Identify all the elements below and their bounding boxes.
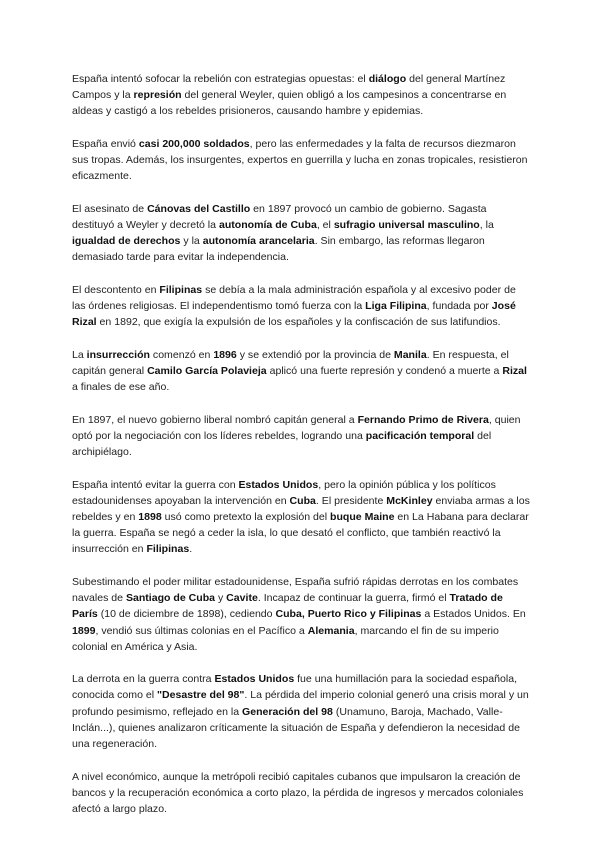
bold-text: Generación del 98 [242, 705, 333, 718]
text-run: España intentó evitar la guerra con [72, 478, 239, 491]
text-run: aplicó una fuerte represión y condenó a muerte a [266, 365, 503, 378]
bold-text: Liga Filipina [365, 300, 427, 313]
bold-text: Cavite [226, 592, 258, 605]
text-run: El asesinato de [72, 202, 148, 215]
paragraph-5 [72, 347, 530, 396]
text-run: y se extendió por la provincia de [236, 348, 394, 361]
bold-text: sufragio universal masculino [333, 219, 480, 232]
bold-text: Filipinas [146, 543, 190, 556]
text-run: a finales de ese año. [72, 381, 170, 394]
text-run: a Estados Unidos. En [421, 608, 526, 621]
bold-text: Filipinas [159, 283, 203, 296]
paragraph-2 [72, 136, 530, 185]
text-run: fue una humillación para la sociedad española, conocida como el [72, 673, 517, 702]
paragraph-4 [72, 282, 530, 331]
text-run: , fundada por [426, 300, 492, 313]
paragraph-3 [72, 201, 530, 266]
bold-text: insurrección [86, 348, 150, 361]
text-run: España envió [72, 137, 139, 150]
bold-text: 1899 [72, 624, 96, 637]
text-run: en 1892, que exigía la expulsión de los españoles y la confiscación de sus latifundios. [96, 316, 501, 329]
text-run: La [72, 348, 87, 361]
paragraph-6 [72, 412, 530, 461]
text-run: se debía a la mala administración española y al excesivo poder de las órdenes religiosas. El independentismo tomó fuerza con la [72, 283, 516, 313]
bold-text: Cuba, Puerto Rico y Filipinas [275, 608, 422, 621]
bold-text: Rizal [502, 365, 527, 378]
paragraph-9 [72, 671, 530, 752]
bold-text: Fernando Primo de Rivera [357, 413, 489, 426]
paragraph-8 [72, 574, 530, 655]
bold-text: pacificación temporal [365, 429, 475, 442]
bold-text: Tratado de París [72, 592, 503, 621]
text-run: en La Habana para declarar la guerra. España se negó a ceder la isla, lo que desató el conflicto, que también reactivó la insurrección en [72, 511, 529, 556]
paragraph-7 [72, 477, 530, 558]
text-run: La derrota en la guerra contra [72, 673, 215, 686]
bold-text: Manila [393, 348, 427, 361]
bold-text: Estados Unidos [238, 478, 319, 491]
text-run: . [189, 543, 193, 556]
text-run: Subestimando el poder militar estadounidense, España sufrió rápidas derrotas en los combates navales de [72, 575, 519, 605]
bold-text: José Rizal [72, 300, 516, 329]
bold-text: Cuba [289, 494, 316, 507]
text-run: , pero las enfermedades y la falta de recursos diezmaron sus tropas. Además, los insurgentes, expertos en guerrilla y lucha en zonas tropicales, resistieron eficazmente. [72, 137, 528, 183]
text-run: del general Weyler, quien obligó a los campesinos a concentrarse en aldeas y castigó a los rebeldes prisioneros, causando hambre y epidemias. [72, 89, 507, 118]
text-run: , marcando el fin de su imperio colonial en América y Asia. [72, 624, 499, 653]
text-run: en 1897 provocó un cambio de gobierno. Sagasta destituyó a Weyler y decretó la [72, 202, 487, 232]
bold-text: casi 200,000 soldados [138, 137, 250, 150]
bold-text: Santiago de Cuba [125, 592, 216, 605]
bold-text: autonomía arancelaria [202, 235, 315, 248]
text-run: España intentó sofocar la rebelión con estrategias opuestas: el [72, 73, 369, 85]
text-run: , la [479, 219, 494, 232]
text-run: del general Martínez Campos y la [72, 73, 506, 102]
text-run: A nivel económico, aunque la metrópoli recibió capitales cubanos que impulsaron la creación de bancos y la recuperación económica a corto plazo, la pérdida de ingresos y mercados coloniales afectó a largo plazo. [72, 770, 524, 815]
text-run: El descontento en [72, 283, 160, 296]
bold-text: autonomía de Cuba [218, 219, 317, 232]
paragraph-10 [72, 769, 530, 818]
bold-text: buque Maine [330, 511, 395, 524]
paragraph-1 [72, 71, 530, 120]
text-run: , vendió sus últimas colonias en el Pacífico a [95, 624, 308, 637]
text-run: . Incapaz de continuar la guerra, firmó el [257, 592, 450, 605]
bold-text: represión [133, 89, 182, 102]
text-run: . El presidente [315, 494, 387, 507]
text-run: y la [180, 235, 203, 248]
text-run: . Sin embargo, las reformas llegaron demasiado tarde para evitar la independencia. [72, 235, 485, 264]
text-run: usó como pretexto la explosión del [161, 511, 330, 524]
document-body [72, 71, 530, 817]
text-run: En 1897, el nuevo gobierno liberal nombró capitán general a [72, 413, 358, 426]
bold-text: Cánovas del Castillo [147, 202, 251, 215]
text-run: comenzó en [149, 348, 214, 361]
text-run: (Unamuno, Baroja, Machado, Valle-Inclán...), quienes analizaron críticamente la situación de España y defendieron la necesidad de una regeneración. [72, 705, 520, 751]
bold-text: diálogo [368, 73, 407, 85]
bold-text: Estados Unidos [214, 673, 295, 686]
bold-text: Alemania [307, 624, 355, 637]
text-run: y [215, 592, 227, 605]
text-run: . La pérdida del imperio colonial generó una crisis moral y un profundo pesimismo, reflejado en la [72, 689, 529, 718]
text-run: del archipiélago. [72, 429, 492, 459]
bold-text: igualdad de derechos [72, 235, 181, 248]
text-run: , el [316, 219, 334, 232]
text-run: enviaba armas a los rebeldes y en [72, 494, 530, 524]
text-run: . En respuesta, el capitán general [72, 348, 509, 378]
text-run: , pero la opinión pública y los políticos estadounidenses apoyaban la intervención en [72, 478, 496, 507]
bold-text: "Desastre del 98" [157, 689, 245, 702]
text-run: (10 de diciembre de 1898), cediendo [97, 608, 276, 621]
bold-text: 1898 [138, 511, 162, 524]
bold-text: Camilo García Polavieja [147, 365, 267, 378]
text-run: , quien optó por la negociación con los líderes rebeldes, logrando una [72, 413, 521, 442]
bold-text: McKinley [386, 494, 433, 507]
bold-text: 1896 [213, 348, 237, 361]
